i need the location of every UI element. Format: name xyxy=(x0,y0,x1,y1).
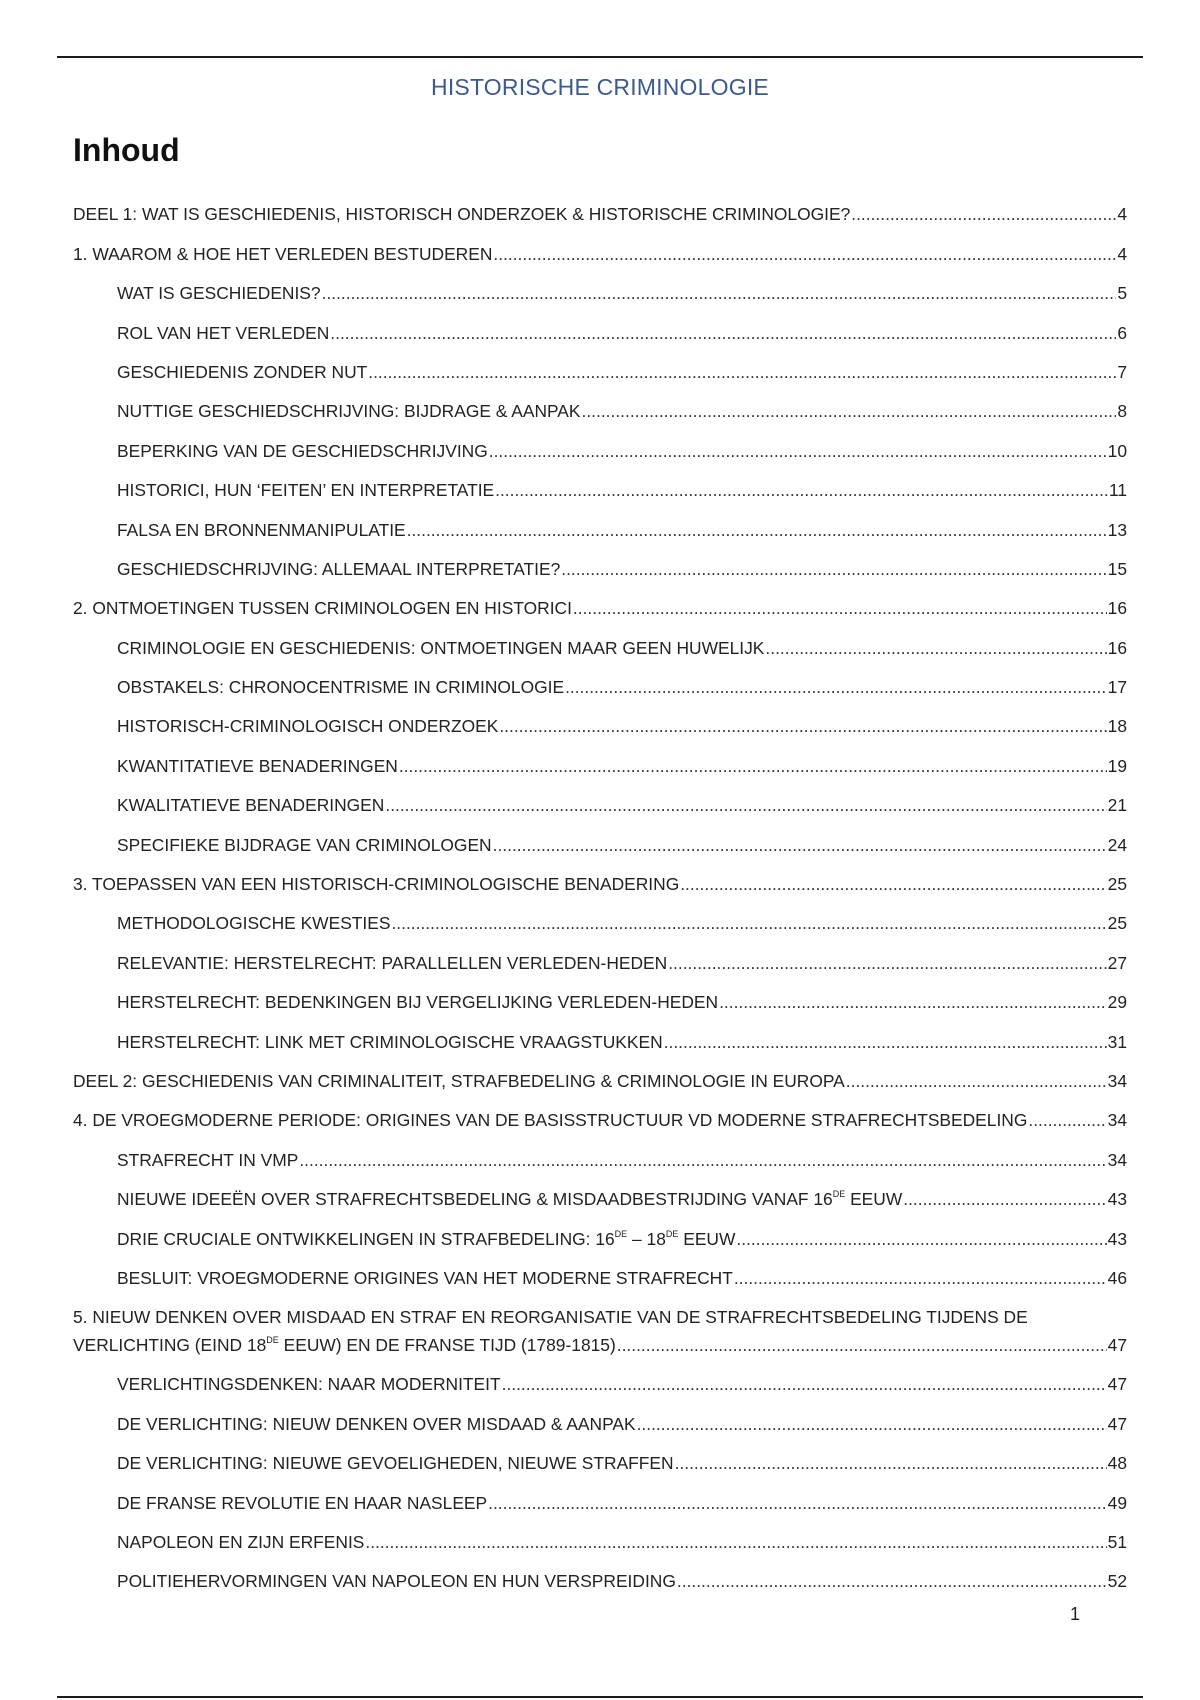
leader-dots xyxy=(499,715,1106,737)
toc-entry-label: 5. NIEUW DENKEN OVER MISDAAD EN STRAF EN REORGANISATIE VAN DE STRAFRECHTSBEDELING TIJDENS DE xyxy=(73,1306,1028,1327)
toc-entry-label: 2. ONTMOETINGEN TUSSEN CRIMINOLOGEN EN HISTORICI xyxy=(73,598,572,619)
toc-entry[interactable] xyxy=(73,1289,1127,1356)
toc-entry-label: NAPOLEON EN ZIJN ERFENIS xyxy=(117,1531,365,1552)
toc-entry-label: POLITIEHERVORMINGEN VAN NAPOLEON EN HUN VERSPREIDING xyxy=(117,1571,676,1592)
toc-entry-label: DEEL 1: WAT IS GESCHIEDENIS, HISTORISCH ONDERZOEK & HISTORISCHE CRIMINOLOGIE? xyxy=(73,204,851,225)
toc-entry-page: 18 xyxy=(1107,716,1127,737)
toc-entry-page: 24 xyxy=(1107,834,1127,855)
page-number: 1 xyxy=(1070,1604,1081,1624)
toc-entry-label: HISTORICI, HUN ‘FEITEN’ EN INTERPRETATIE xyxy=(117,480,495,501)
leader-dots xyxy=(368,361,1116,383)
toc-entry-page: 47 xyxy=(1107,1374,1127,1395)
toc-entry[interactable] xyxy=(73,580,1127,619)
toc-entry-page: 48 xyxy=(1107,1453,1127,1474)
toc-entry-label: STRAFRECHT IN VMP xyxy=(117,1149,299,1170)
toc-entry[interactable] xyxy=(73,974,1127,1013)
toc-heading: Inhoud xyxy=(73,132,180,168)
toc-entry-page: 7 xyxy=(1117,361,1127,382)
toc-entry[interactable] xyxy=(73,1171,1127,1210)
toc-entry-label: VERLICHTINGSDENKEN: NAAR MODERNITEIT xyxy=(117,1374,501,1395)
leader-dots xyxy=(677,1570,1107,1592)
toc-entry[interactable] xyxy=(73,1053,1127,1092)
toc-entry[interactable] xyxy=(73,1435,1127,1474)
toc-entry[interactable] xyxy=(73,422,1127,461)
toc-entry-label: HERSTELRECHT: BEDENKINGEN BIJ VERGELIJKING VERLEDEN-HEDEN xyxy=(117,992,719,1013)
toc-entry[interactable] xyxy=(73,1210,1127,1249)
toc-entry[interactable] xyxy=(73,1131,1127,1170)
toc-entry-label: GESCHIEDENIS ZONDER NUT xyxy=(117,361,368,382)
toc-entry-page: 47 xyxy=(1107,1334,1127,1355)
toc-entry-label: DE VERLICHTING: NIEUWE GEVOELIGHEDEN, NIEUWE STRAFFEN xyxy=(117,1453,674,1474)
toc-entry[interactable] xyxy=(73,619,1127,658)
toc-entry[interactable] xyxy=(73,737,1127,776)
toc-entry-page: 47 xyxy=(1107,1413,1127,1434)
toc-entry-page: 31 xyxy=(1107,1031,1127,1052)
toc-entry-label: FALSA EN BRONNENMANIPULATIE xyxy=(117,519,406,540)
toc-entry-label: NUTTIGE GESCHIEDSCHRIJVING: BIJDRAGE & AANPAK xyxy=(117,401,581,422)
leader-dots xyxy=(385,794,1106,816)
toc-entry-label: NIEUWE IDEEËN OVER STRAFRECHTSBEDELING & MISDAADBESTRIJDING VANAF 16DE EEUW xyxy=(117,1189,903,1210)
toc-entry-label: OBSTAKELS: CHRONOCENTRISME IN CRIMINOLOGIE xyxy=(117,677,565,698)
toc-entry-label: 3. TOEPASSEN VAN EEN HISTORISCH-CRIMINOLOGISCHE BENADERING xyxy=(73,874,680,895)
toc-entry[interactable] xyxy=(73,225,1127,264)
toc-entry-page: 19 xyxy=(1107,755,1127,776)
leader-dots xyxy=(493,834,1107,856)
toc-entry-page: 21 xyxy=(1107,795,1127,816)
leader-dots xyxy=(322,282,1117,304)
toc-entry[interactable] xyxy=(73,895,1127,934)
toc-entry-page: 16 xyxy=(1107,637,1127,658)
leader-dots xyxy=(668,952,1106,974)
leader-dots xyxy=(765,637,1106,659)
leader-dots xyxy=(502,1373,1107,1395)
toc-entry-label: CRIMINOLOGIE EN GESCHIEDENIS: ONTMOETINGEN MAAR GEEN HUWELIJK xyxy=(117,637,765,658)
toc-entry[interactable] xyxy=(73,186,1127,225)
toc-entry[interactable] xyxy=(73,1356,1127,1395)
toc-entry[interactable] xyxy=(73,856,1127,895)
toc-entry-page: 4 xyxy=(1117,204,1127,225)
toc-entry-page: 43 xyxy=(1107,1189,1127,1210)
leader-dots xyxy=(582,400,1117,422)
toc-entry[interactable] xyxy=(73,1395,1127,1434)
toc-entry-label: ROL VAN HET VERLEDEN xyxy=(117,322,330,343)
toc-entry-label: SPECIFIEKE BIJDRAGE VAN CRIMINOLOGEN xyxy=(117,834,492,855)
leader-dots xyxy=(617,1334,1107,1356)
toc-entry-label: GESCHIEDSCHRIJVING: ALLEMAAL INTERPRETATIE? xyxy=(117,558,561,579)
leader-dots xyxy=(1028,1109,1106,1131)
leader-dots xyxy=(365,1531,1106,1553)
toc-entry[interactable] xyxy=(73,344,1127,383)
leader-dots xyxy=(495,479,1108,501)
toc-entry-label: 4. DE VROEGMODERNE PERIODE: ORIGINES VAN DE BASISSTRUCTUUR VD MODERNE STRAFRECHTSBEDELING xyxy=(73,1110,1028,1131)
toc-entry-page: 49 xyxy=(1107,1492,1127,1513)
toc-entry-page: 15 xyxy=(1107,558,1127,579)
toc-entry[interactable] xyxy=(73,659,1127,698)
toc-entry[interactable] xyxy=(73,462,1127,501)
toc-entry[interactable] xyxy=(73,816,1127,855)
document-title: HISTORISCHE CRIMINOLOGIE xyxy=(431,74,769,100)
toc-entry[interactable] xyxy=(73,1514,1127,1553)
toc-entry-label: RELEVANTIE: HERSTELRECHT: PARALLELLEN VERLEDEN-HEDEN xyxy=(117,952,668,973)
leader-dots xyxy=(573,597,1107,619)
leader-dots xyxy=(851,203,1116,225)
toc-entry-page: 51 xyxy=(1107,1531,1127,1552)
toc-entry-label: METHODOLOGISCHE KWESTIES xyxy=(117,913,391,934)
toc-entry-page: 43 xyxy=(1107,1228,1127,1249)
toc-entry-page: 25 xyxy=(1107,874,1127,895)
toc-entry-page: 34 xyxy=(1107,1070,1127,1091)
leader-dots xyxy=(330,322,1116,344)
footer-rule xyxy=(57,1696,1143,1698)
toc-entry-label: HERSTELRECHT: LINK MET CRIMINOLOGISCHE VRAAGSTUKKEN xyxy=(117,1031,663,1052)
toc-entry[interactable] xyxy=(73,501,1127,540)
toc-entry-page: 6 xyxy=(1117,322,1127,343)
toc-entry-label: HISTORISCH-CRIMINOLOGISCH ONDERZOEK xyxy=(117,716,499,737)
toc-entry-page: 4 xyxy=(1117,243,1127,264)
leader-dots xyxy=(488,1492,1107,1514)
leader-dots xyxy=(391,912,1106,934)
leader-dots xyxy=(637,1413,1107,1435)
toc-entry-page: 29 xyxy=(1107,992,1127,1013)
leader-dots xyxy=(565,676,1107,698)
toc-entry-page: 27 xyxy=(1107,952,1127,973)
leader-dots xyxy=(734,1267,1107,1289)
toc-entry[interactable] xyxy=(73,383,1127,422)
toc-entry-label: DE VERLICHTING: NIEUW DENKEN OVER MISDAAD & AANPAK xyxy=(117,1413,636,1434)
table-of-contents xyxy=(73,186,1127,1592)
toc-entry-label: DE FRANSE REVOLUTIE EN HAAR NASLEEP xyxy=(117,1492,488,1513)
toc-entry[interactable] xyxy=(73,777,1127,816)
toc-entry-page: 11 xyxy=(1108,480,1127,501)
toc-entry[interactable] xyxy=(73,541,1127,580)
leader-dots xyxy=(675,1452,1107,1474)
leader-dots xyxy=(719,991,1107,1013)
toc-entry-label: KWANTITATIEVE BENADERINGEN xyxy=(117,755,398,776)
toc-entry-page: 52 xyxy=(1107,1571,1127,1592)
toc-entry[interactable] xyxy=(73,1250,1127,1289)
toc-entry-page: 8 xyxy=(1117,401,1127,422)
toc-entry-label: DEEL 2: GESCHIEDENIS VAN CRIMINALITEIT, STRAFBEDELING & CRIMINOLOGIE IN EUROPA xyxy=(73,1070,845,1091)
leader-dots xyxy=(407,519,1107,541)
toc-entry-page: 34 xyxy=(1107,1149,1127,1170)
leader-dots xyxy=(399,755,1107,777)
toc-entry[interactable] xyxy=(73,265,1127,304)
leader-dots xyxy=(680,873,1106,895)
leader-dots xyxy=(846,1070,1107,1092)
toc-entry-label: BESLUIT: VROEGMODERNE ORIGINES VAN HET MODERNE STRAFRECHT xyxy=(117,1267,733,1288)
toc-entry-page: 17 xyxy=(1107,677,1127,698)
leader-dots xyxy=(736,1228,1106,1250)
toc-entry[interactable] xyxy=(73,1474,1127,1513)
toc-entry-label: 1. WAAROM & HOE HET VERLEDEN BESTUDEREN xyxy=(73,243,493,264)
toc-entry-page: 25 xyxy=(1107,913,1127,934)
toc-entry-page: 34 xyxy=(1107,1110,1127,1131)
toc-entry-page: 46 xyxy=(1107,1267,1127,1288)
toc-entry-page: 10 xyxy=(1107,440,1127,461)
toc-entry-page: 13 xyxy=(1107,519,1127,540)
leader-dots xyxy=(561,558,1106,580)
toc-entry-page: 16 xyxy=(1107,598,1127,619)
toc-entry[interactable] xyxy=(73,934,1127,973)
toc-entry-label: DRIE CRUCIALE ONTWIKKELINGEN IN STRAFBEDELING: 16DE – 18DE EEUW xyxy=(117,1228,736,1249)
leader-dots xyxy=(299,1149,1106,1171)
leader-dots xyxy=(489,440,1107,462)
toc-entry-label: BEPERKING VAN DE GESCHIEDSCHRIJVING xyxy=(117,440,488,461)
toc-entry[interactable] xyxy=(73,1553,1127,1592)
toc-entry-label-continued: VERLICHTING (EIND 18DE EEUW) EN DE FRANSE TIJD (1789-1815) xyxy=(73,1334,616,1355)
toc-entry[interactable] xyxy=(73,304,1127,343)
toc-entry[interactable] xyxy=(73,698,1127,737)
leader-dots xyxy=(493,243,1116,265)
header-rule xyxy=(57,56,1143,58)
toc-entry[interactable] xyxy=(73,1092,1127,1131)
toc-entry[interactable] xyxy=(73,1013,1127,1052)
toc-entry-label: KWALITATIEVE BENADERINGEN xyxy=(117,795,385,816)
toc-entry-page: 5 xyxy=(1117,283,1127,304)
leader-dots xyxy=(903,1188,1106,1210)
toc-entry-label: WAT IS GESCHIEDENIS? xyxy=(117,283,321,304)
leader-dots xyxy=(664,1031,1107,1053)
